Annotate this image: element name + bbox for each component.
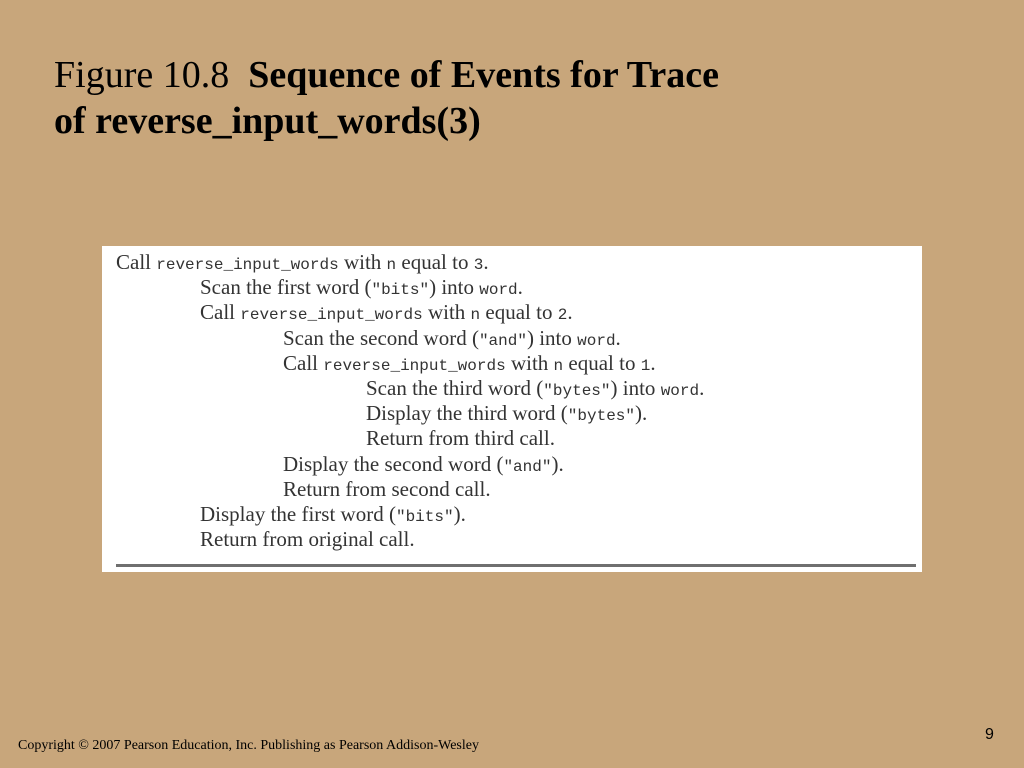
trace-text: Return from second call. — [283, 476, 491, 501]
trace-line — [116, 401, 704, 426]
trace-code-token: reverse_input_words — [323, 356, 506, 375]
trace-text: Scan the third word ( — [366, 375, 544, 400]
trace-line — [116, 426, 704, 451]
trace-code-token: 1 — [640, 356, 651, 375]
trace-text: Display the second word ( — [283, 451, 504, 476]
trace-text: ). — [453, 501, 466, 526]
trace-line — [116, 250, 704, 275]
trace-text: . — [517, 275, 523, 300]
trace-line — [116, 300, 704, 325]
trace-text: Scan the second word ( — [283, 325, 479, 350]
trace-text: with — [422, 300, 471, 325]
page-number: 9 — [985, 726, 994, 743]
trace-text: ). — [551, 451, 564, 476]
trace-code-token: "bits" — [395, 507, 454, 526]
trace-code-token: n — [470, 306, 481, 325]
trace-line — [116, 452, 704, 477]
trace-figure — [102, 246, 922, 572]
trace-text: ) into — [429, 275, 480, 300]
trace-text: Scan the first word ( — [200, 275, 372, 300]
trace-text: . — [615, 325, 621, 350]
trace-code-token: 3 — [473, 256, 484, 274]
trace-text: . — [483, 250, 489, 274]
trace-text: ) into — [526, 325, 578, 350]
trace-line — [116, 351, 704, 376]
trace-text: . — [567, 300, 573, 325]
trace-code-token: 2 — [557, 306, 568, 325]
trace-text: equal to — [396, 250, 474, 274]
figure-bottom-rule — [116, 564, 916, 567]
trace-text: Return from third call. — [366, 426, 555, 451]
trace-text: Display the third word ( — [366, 401, 568, 426]
trace-text: Return from original call. — [200, 527, 415, 552]
trace-text: Display the first word ( — [200, 501, 396, 526]
trace-line — [116, 326, 704, 351]
trace-line — [116, 376, 704, 401]
trace-text: Call — [116, 250, 157, 274]
trace-code-token: reverse_input_words — [156, 256, 339, 274]
trace-code-token: n — [386, 256, 397, 274]
trace-text: ) into — [610, 375, 661, 400]
trace-line — [116, 275, 704, 300]
trace-text: ). — [635, 401, 648, 426]
copyright-notice: Copyright © 2007 Pearson Education, Inc. Publishing as Pearson Addison-Wesley — [18, 738, 479, 753]
trace-code-token: word — [479, 281, 518, 300]
trace-text: . — [699, 375, 705, 400]
trace-code-token: n — [553, 356, 564, 375]
trace-code-token: word — [577, 331, 616, 350]
trace-text: with — [338, 250, 387, 274]
trace-list — [116, 250, 704, 552]
trace-text: Call — [200, 300, 241, 325]
trace-text: Call — [283, 350, 324, 375]
trace-line — [116, 502, 704, 527]
figure-caption-line1: Sequence of Events for Trace — [248, 54, 719, 96]
trace-code-token: reverse_input_words — [240, 306, 423, 325]
trace-line — [116, 477, 704, 502]
trace-code-token: "bytes" — [567, 407, 636, 426]
trace-code-token: "bits" — [371, 281, 430, 300]
trace-code-token: word — [660, 381, 700, 400]
trace-text: equal to — [563, 350, 641, 375]
trace-text: with — [505, 350, 554, 375]
slide-title — [54, 52, 719, 144]
trace-code-token: "bytes" — [543, 381, 611, 400]
trace-line — [116, 527, 704, 552]
trace-text: equal to — [480, 300, 558, 325]
figure-caption-line2: of reverse_input_words(3) — [54, 100, 481, 142]
figure-number: Figure 10.8 — [54, 54, 230, 96]
trace-code-token: "and" — [478, 331, 527, 350]
trace-text: . — [650, 350, 656, 375]
trace-code-token: "and" — [503, 457, 552, 476]
